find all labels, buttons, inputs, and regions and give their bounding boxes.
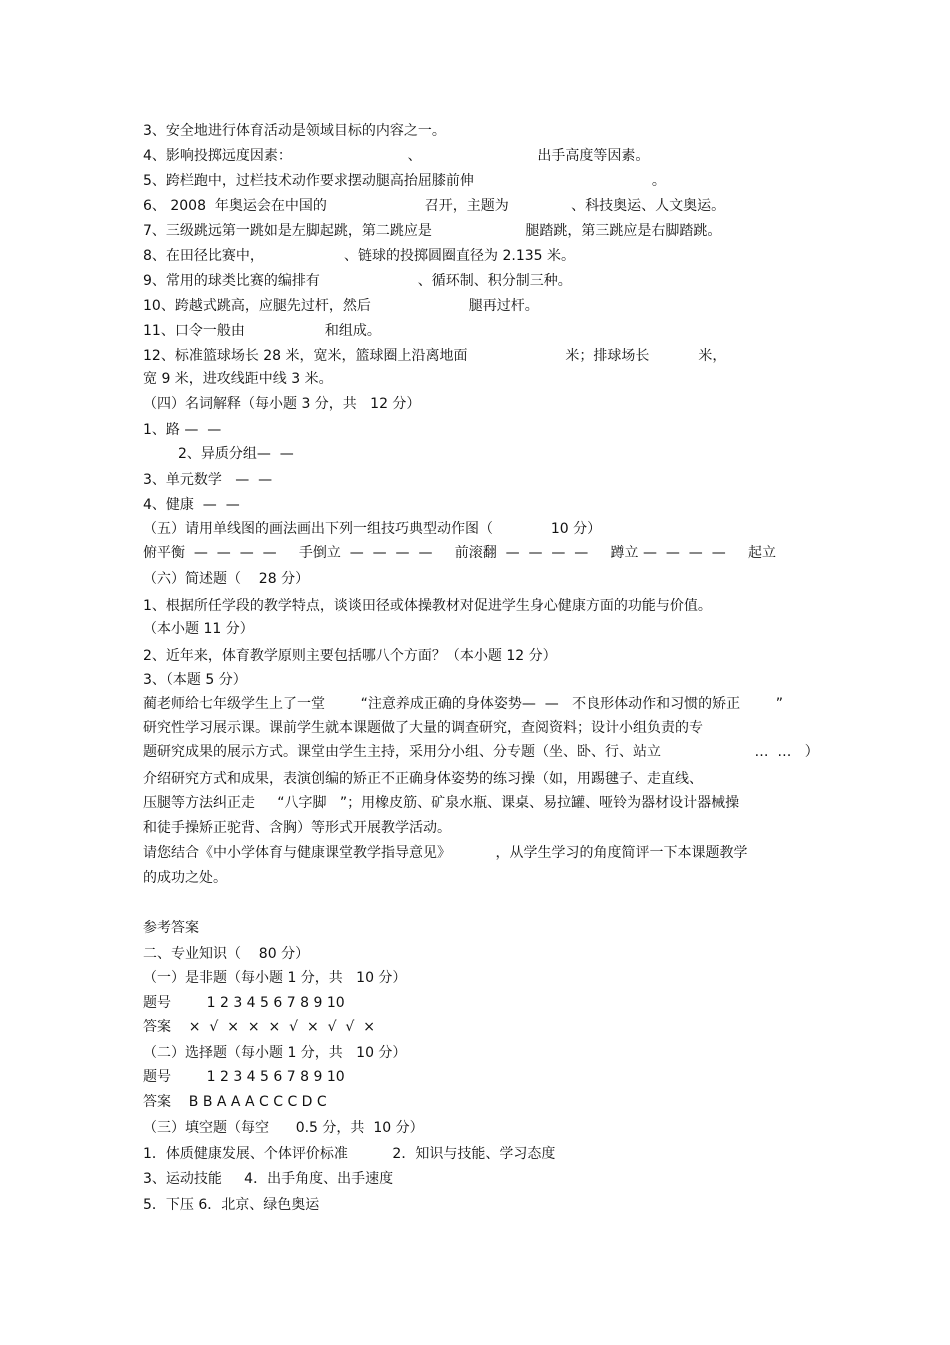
fill-item-12: 12、标准篮球场长 28 米，宽米，篮球圈上沿离地面 米；排球场长 米， <box>143 348 727 364</box>
term-item: 4、健康 — — <box>143 497 240 513</box>
fill-answer-line: 3、运动技能 4．出手角度、出手速度 <box>143 1171 394 1187</box>
answers-title: 参考答案 <box>143 920 199 936</box>
tf-answers: 答案 × √ × × × √ × √ √ × <box>143 1019 375 1035</box>
fill-item-11: 11、口令一般由 和组成。 <box>143 323 381 339</box>
essay-line: 请您结合《中小学体育与健康课堂教学指导意见》 ，从学生学习的角度简评一下本课题教学 <box>143 845 748 861</box>
mc-numbers: 题号 1 2 3 4 5 6 7 8 9 10 <box>143 1069 345 1085</box>
tf-numbers: 题号 1 2 3 4 5 6 7 8 9 10 <box>143 995 345 1011</box>
fill-item-3: 3、安全地进行体育活动是领域目标的内容之一。 <box>143 123 446 139</box>
tf-heading: （一）是非题（每小题 1 分，共 10 分） <box>143 970 407 986</box>
essay-line: 2、近年来，体育教学原则主要包括哪八个方面？（本小题 12 分） <box>143 648 557 664</box>
mc-heading: （二）选择题（每小题 1 分，共 10 分） <box>143 1045 407 1061</box>
essay-line: 研究性学习展示课。课前学生就本课题做了大量的调查研究，查阅资料；设计小组负责的专 <box>143 720 703 736</box>
fill-item-6: 6、 2008 年奥运会在中国的 召开，主题为 、科技奥运、人文奥运。 <box>143 198 726 214</box>
section4-heading: （四）名词解释（每小题 3 分，共 12 分） <box>143 396 421 412</box>
section5-heading: （五）请用单线图的画法画出下列一组技巧典型动作图（ 10 分） <box>143 521 602 537</box>
fill-item-12-cont: 宽 9 米，进攻线距中线 3 米。 <box>143 371 333 387</box>
fill-item-10: 10、跨越式跳高，应腿先过杆，然后 腿再过杆。 <box>143 298 539 314</box>
fill-heading: （三）填空题（每空 0.5 分，共 10 分） <box>143 1120 424 1136</box>
fill-item-8: 8、在田径比赛中， 、链球的投掷圆圈直径为 2.135 米。 <box>143 248 575 264</box>
essay-line: 压腿等方法纠正走 “八字脚 ”；用橡皮筋、矿泉水瓶、课桌、易拉罐、哑铃为器材设计器械操 <box>143 795 740 811</box>
fill-item-9: 9、常用的球类比赛的编排有 、循环制、积分制三种。 <box>143 273 572 289</box>
essay-line: 题研究成果的展示方式。课堂由学生主持，采用分小组、分专题（坐、卧、行、站立 … … ） <box>143 744 819 760</box>
term-item: 2、异质分组— — <box>178 446 294 462</box>
term-item: 1、路 — — <box>143 422 222 438</box>
essay-line: 介绍研究方式和成果，表演创编的矫正不正确身体姿势的练习操（如，用踢毽子、走直线、 <box>143 771 703 787</box>
essay-line: 1、根据所任学段的教学特点，谈谈田径或体操教材对促进学生身心健康方面的功能与价值。 <box>143 598 712 614</box>
term-item: 3、单元数学 — — <box>143 472 273 488</box>
fill-item-7: 7、三级跳远第一跳如是左脚起跳，第二跳应是 腿踏跳，第三跳应是右脚踏跳。 <box>143 223 722 239</box>
essay-line: 3、（本题 5 分） <box>143 672 247 688</box>
essay-line: 蔺老师给七年级学生上了一堂 “注意养成正确的身体姿势— — 不良形体动作和习惯的矫正 ” <box>143 696 783 712</box>
essay-line: 和徒手操矫正驼背、含胸）等形式开展教学活动。 <box>143 820 451 836</box>
answers-part2: 二、专业知识（ 80 分） <box>143 946 310 962</box>
section5-movements: 俯平衡 — — — — 手倒立 — — — — 前滚翻 — — — — 蹲立 — — — — 起立 <box>143 545 776 561</box>
fill-item-5: 5、跨栏跑中，过栏技术动作要求摆动腿高抬屈膝前伸 。 <box>143 173 666 189</box>
section6-heading: （六）简述题（ 28 分） <box>143 571 310 587</box>
fill-answer-line: 1．体质健康发展、个体评价标准 2．知识与技能、学习态度 <box>143 1146 556 1162</box>
fill-answer-line: 5．下压 6．北京、绿色奥运 <box>143 1197 320 1213</box>
fill-item-4: 4、影响投掷远度因素： 、 出手高度等因素。 <box>143 148 650 164</box>
essay-line: （本小题 11 分） <box>143 621 254 637</box>
essay-line: 的成功之处。 <box>143 870 227 886</box>
mc-answers: 答案 B B A A A C C C D C <box>143 1094 327 1110</box>
